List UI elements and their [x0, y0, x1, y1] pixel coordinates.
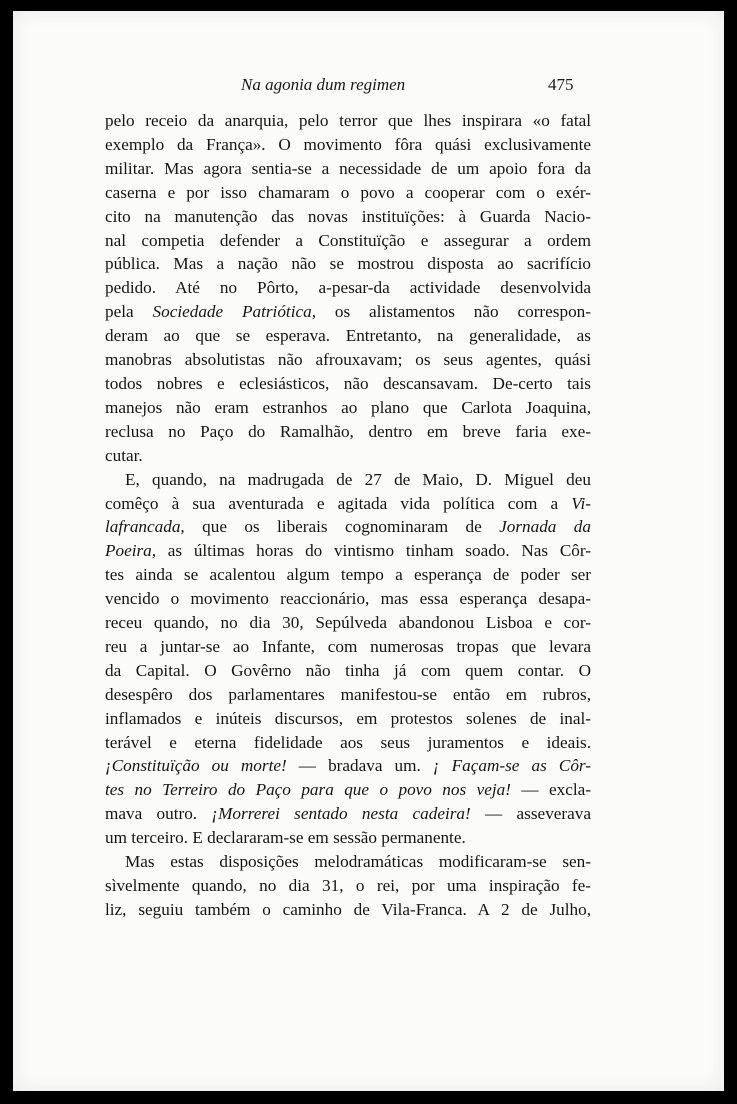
text-line [105, 324, 591, 348]
text-line [105, 802, 591, 826]
italic-text: lafrancada, [105, 517, 185, 537]
text-segment: cutar. [105, 445, 143, 465]
text-segment: receu quando, no dia 30, Sepúlveda abandonou Lisboa e cor- [105, 613, 591, 633]
text-segment: Mas estas disposições melodramáticas modificaram-se sen- [125, 852, 591, 872]
italic-text: Jornada da [499, 517, 591, 537]
text-line [105, 348, 591, 372]
text-segment: manejos não eram estranhos ao plano que Carlota Joaquina, [105, 397, 591, 417]
text-line [105, 850, 591, 874]
text-segment: um terceiro. E declararam-se em sessão permanente. [105, 828, 466, 848]
text-line [105, 396, 591, 420]
text-line [105, 229, 591, 253]
text-segment: pela [105, 302, 153, 322]
running-title: Na agonia dum regimen [241, 75, 406, 94]
text-segment: reclusa no Paço do Ramalhão, dentro em breve faria exe- [105, 421, 591, 441]
text-line [105, 205, 591, 229]
text-line [105, 563, 591, 587]
text-segment: reu a juntar-se ao Infante, com numerosas tropas que levara [105, 636, 591, 656]
text-line [105, 515, 591, 539]
page-number: 475 [548, 75, 574, 94]
text-line [105, 611, 591, 635]
text-line [105, 635, 591, 659]
italic-text: ¡ Façam-se as Côr- [432, 756, 591, 776]
text-segment: os alistamentos não correspon- [316, 302, 591, 322]
body-text [105, 109, 591, 922]
italic-text: Vi- [571, 493, 591, 513]
text-segment: cito na manutenção das novas instituïções: à Guarda Nacio- [105, 206, 591, 226]
text-line [105, 444, 591, 468]
text-segment: manobras absolutistas não afrouxavam; os seus agentes, quási [105, 350, 591, 370]
text-line [105, 492, 591, 516]
text-line [105, 420, 591, 444]
text-line [105, 133, 591, 157]
italic-text: tes no Terreiro do Paço para que o povo nos veja! [105, 780, 511, 800]
book-page [13, 11, 724, 1091]
text-line [105, 109, 591, 133]
text-line [105, 659, 591, 683]
text-line [105, 587, 591, 611]
text-line [105, 826, 591, 850]
text-segment: todos nobres e eclesiásticos, não descansavam. De-certo tais [105, 373, 591, 393]
text-segment: — bradava um. [286, 756, 433, 776]
text-segment: pedido. Até no Pôrto, a-pesar-da actividade desenvolvida [105, 278, 591, 298]
text-line [105, 898, 591, 922]
italic-text: Poeira, [105, 541, 157, 561]
text-segment: vencido o movimento reaccionário, mas essa esperança desapa- [105, 589, 591, 609]
text-line [105, 778, 591, 802]
text-line [105, 539, 591, 563]
italic-text: ¡Constituïção ou morte! [105, 756, 287, 776]
text-segment: que os liberais cognominaram de [184, 517, 500, 537]
text-segment: militar. Mas agora sentia-se a necessidade de um apoio fora da [105, 158, 591, 178]
text-segment: as últimas horas do vintismo tinham soado. Nas Côr- [156, 541, 591, 561]
paragraph [105, 109, 591, 468]
text-segment: exemplo da França». O movimento fôra quási exclusivamente [105, 134, 591, 154]
text-segment: nal competia defender a Constituïção e assegurar a ordem [105, 230, 591, 250]
paragraph [105, 468, 591, 851]
text-segment: da Capital. O Govêrno não tinha já com quem contar. O [105, 660, 591, 680]
paragraph [105, 850, 591, 922]
text-line [105, 181, 591, 205]
text-segment: pelo receio da anarquia, pelo terror que lhes inspirara «o fatal [105, 111, 591, 130]
text-segment: inflamados e inúteis discursos, em protestos solenes de inal- [105, 708, 591, 728]
italic-text: ¡Morrerei sentado nesta cadeira! [211, 804, 471, 824]
text-line [105, 754, 591, 778]
text-line [105, 157, 591, 181]
text-line [105, 372, 591, 396]
text-segment: deram ao que se esperava. Entretanto, na generalidade, as [105, 326, 591, 346]
text-segment: E, quando, na madrugada de 27 de Maio, D. Miguel deu [125, 469, 591, 489]
text-line [105, 707, 591, 731]
text-line [105, 874, 591, 898]
text-line [105, 468, 591, 492]
text-segment: pública. Mas a nação não se mostrou disposta ao sacrifício [105, 254, 591, 274]
text-segment: — excla- [510, 780, 591, 800]
text-segment: desespêro dos parlamentares manifestou-se então em rubros, [105, 684, 591, 704]
text-segment: comêço à sua aventurada e agitada vida política com a [105, 493, 572, 513]
text-segment: tes ainda se acalentou algum tempo a esperança de poder ser [105, 565, 591, 585]
italic-text: Sociedade Patriótica, [152, 302, 316, 322]
text-line [105, 731, 591, 755]
text-segment: caserna e por isso chamaram o povo a cooperar com o exér- [105, 182, 591, 202]
text-segment: mava outro. [105, 804, 212, 824]
page-header [13, 75, 724, 99]
text-line [105, 300, 591, 324]
text-segment: sìvelmente quando, no dia 31, o rei, por uma inspiração fe- [105, 876, 591, 895]
text-line [105, 252, 591, 276]
text-segment: — asseverava [470, 804, 591, 824]
text-line [105, 276, 591, 300]
text-segment: terável e eterna fidelidade aos seus juramentos e ideais. [105, 732, 591, 752]
text-line [105, 683, 591, 707]
text-segment: liz, seguiu também o caminho de Vila-Franca. A 2 de Julho, [105, 899, 591, 919]
